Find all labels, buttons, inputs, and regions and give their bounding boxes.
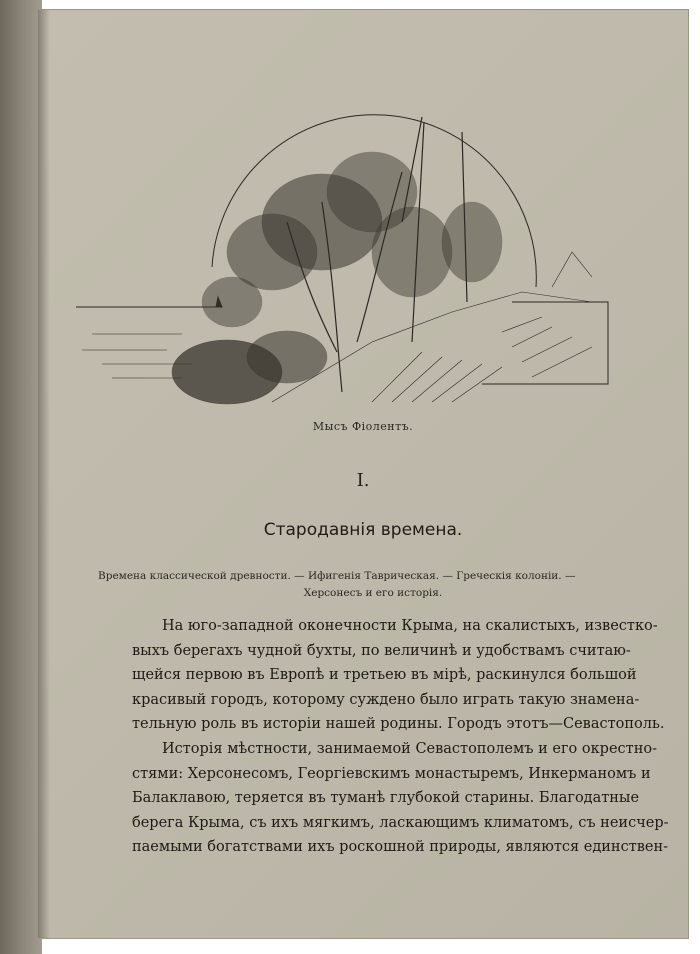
summary-line: Херсонесъ и его исторія. (303, 587, 443, 599)
text-line: красивый городъ, которому суждено было играть такую знамена- (132, 691, 640, 708)
book-page (38, 10, 688, 938)
text-line: стями: Херсонесомъ, Георгіевскимъ монастыремъ, Инкерманомъ и (132, 765, 651, 782)
text-line: Исторія мѣстности, занимаемой Севастополемъ и его окрестно- (162, 740, 657, 757)
text-line: Балаклавою, теряется въ туманѣ глубокой старины. Благодатные (132, 790, 640, 807)
illustration-caption: Мысъ Фіолентъ. (312, 420, 414, 433)
engraving-cape-fiolent (72, 102, 612, 412)
text-line: берега Крыма, съ ихъ мягкимъ, ласкающимъ климатомъ, съ неисчер- (132, 814, 669, 831)
chapter-summary (98, 568, 648, 602)
text-line: тельную роль въ исторіи нашей родины. Городъ этотъ—Севастополь. (132, 716, 665, 733)
text-line: паемыми богатствами ихъ роскошной природы, являются единствен- (132, 839, 669, 856)
chapter-number: I. (356, 470, 370, 491)
text-line: На юго-западной оконечности Крыма, на скалистыхъ, известко- (162, 618, 658, 634)
summary-line: Времена классической древности. — Ифигенія Таврическая. — Греческія колоніи. — (98, 570, 576, 582)
text-line: щейся первою въ Европѣ и третьею въ мірѣ, раскинулся большой (132, 667, 637, 684)
chapter-title: Стародавнія времена. (263, 520, 463, 540)
body-text (132, 614, 669, 860)
book-spine (0, 0, 42, 954)
text-line: выхъ берегахъ чудной бухты, по величинѣ и удобствамъ считаю- (132, 642, 631, 659)
